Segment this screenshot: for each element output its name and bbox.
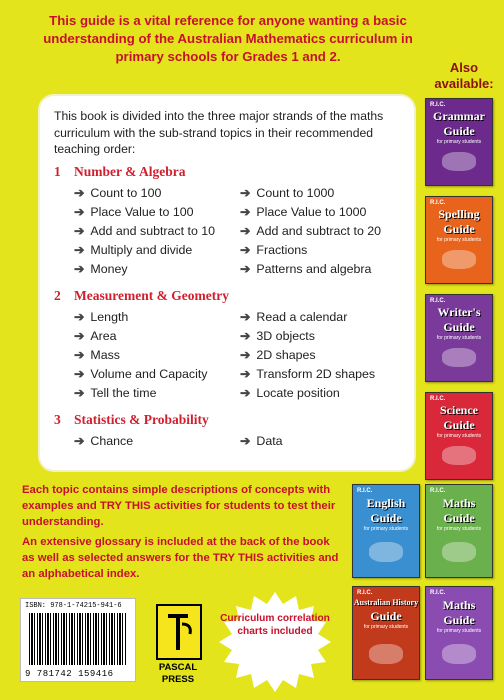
book-title-line2: Guide bbox=[443, 418, 475, 433]
arrow-icon: ➔ bbox=[74, 386, 85, 400]
arrow-icon: ➔ bbox=[240, 348, 251, 362]
list-item: ➔ Place Value to 1000 bbox=[240, 205, 367, 219]
arrow-icon: ➔ bbox=[74, 224, 85, 238]
book-brand: R.I.C. bbox=[430, 590, 446, 596]
arrow-icon: ➔ bbox=[240, 186, 251, 200]
arrow-icon: ➔ bbox=[74, 186, 85, 200]
book-subtitle: for primary students bbox=[436, 433, 482, 440]
book-brand: R.I.C. bbox=[430, 200, 446, 206]
arrow-icon: ➔ bbox=[74, 262, 85, 276]
strand-2-left-list bbox=[74, 308, 207, 403]
strand-3-right-list bbox=[240, 432, 283, 451]
list-item: ➔ Patterns and algebra bbox=[240, 262, 372, 276]
book-subtitle: for primary students bbox=[436, 237, 482, 244]
book-cover-grammar-guide bbox=[425, 98, 493, 186]
book-title-line1: Spelling bbox=[438, 207, 480, 222]
strand-title: Measurement & Geometry bbox=[74, 288, 229, 303]
starburst-icon bbox=[216, 590, 334, 694]
book-illustration bbox=[442, 446, 476, 465]
book-title-line1: Maths bbox=[442, 598, 476, 613]
book-illustration bbox=[442, 152, 476, 171]
book-cover-maths-guide-2 bbox=[425, 586, 493, 680]
publisher-name-line2: PRESS bbox=[161, 674, 195, 685]
list-item: ➔ Area bbox=[74, 329, 117, 343]
arrow-icon: ➔ bbox=[240, 224, 251, 238]
list-item: ➔ Mass bbox=[74, 348, 120, 362]
strand-title: Number & Algebra bbox=[74, 164, 186, 179]
arrow-icon: ➔ bbox=[240, 205, 251, 219]
list-item: ➔ Data bbox=[240, 434, 283, 448]
list-item: ➔ Length bbox=[74, 310, 129, 324]
strand-number: 3 bbox=[54, 412, 61, 427]
arrow-icon: ➔ bbox=[240, 310, 251, 324]
strand-2-right-list bbox=[240, 308, 375, 403]
book-subtitle: for primary students bbox=[436, 628, 482, 635]
list-item: ➔ Multiply and divide bbox=[74, 243, 193, 257]
barcode bbox=[20, 598, 136, 682]
contents-panel bbox=[40, 96, 414, 470]
arrow-icon: ➔ bbox=[240, 367, 251, 381]
isbn-text: ISBN: 978-1-74215-941-6 bbox=[25, 602, 122, 610]
arrow-icon: ➔ bbox=[240, 329, 251, 343]
list-item: ➔ Add and subtract to 10 bbox=[74, 224, 216, 238]
strand-1-right-list bbox=[240, 184, 381, 279]
arrow-icon: ➔ bbox=[74, 329, 85, 343]
curriculum-badge-text: Curriculum correlation charts included bbox=[220, 613, 330, 637]
strand-3-heading bbox=[54, 412, 209, 428]
book-title-line1: Science bbox=[440, 403, 478, 418]
list-item: ➔ Count to 100 bbox=[74, 186, 162, 200]
arrow-icon: ➔ bbox=[240, 243, 251, 257]
book-subtitle: for primary students bbox=[363, 624, 409, 631]
list-item: ➔ 3D objects bbox=[240, 329, 315, 343]
book-title-line2: Guide bbox=[443, 124, 475, 139]
list-item: ➔ Place Value to 100 bbox=[74, 205, 194, 219]
book-illustration bbox=[369, 644, 403, 664]
list-item: ➔ 2D shapes bbox=[240, 348, 316, 362]
list-item: ➔ Volume and Capacity bbox=[74, 367, 208, 381]
arrow-icon: ➔ bbox=[74, 348, 85, 362]
book-cover-maths-guide bbox=[425, 484, 493, 578]
book-title-line2: Guide bbox=[443, 320, 475, 335]
arrow-icon: ➔ bbox=[74, 205, 85, 219]
book-subtitle: for primary students bbox=[436, 335, 482, 342]
book-brand: R.I.C. bbox=[357, 488, 373, 494]
list-item: ➔ Read a calendar bbox=[240, 310, 348, 324]
list-item: ➔ Add and subtract to 20 bbox=[240, 224, 382, 238]
arrow-icon: ➔ bbox=[74, 243, 85, 257]
book-title-line1: English bbox=[366, 496, 406, 511]
book-illustration bbox=[442, 644, 476, 664]
book-title-line1: Grammar bbox=[433, 109, 485, 124]
arrow-icon: ➔ bbox=[240, 386, 251, 400]
book-cover-spelling-guide bbox=[425, 196, 493, 284]
description-paragraph-2: An extensive glossary is included at the back of the book as well as selected answers for the TRY THIS activities and an alphabetical index. bbox=[22, 536, 339, 580]
book-cover-writers-guide bbox=[425, 294, 493, 382]
list-item: ➔ Transform 2D shapes bbox=[240, 367, 376, 381]
arrow-icon: ➔ bbox=[240, 434, 251, 448]
also-available-heading: Also available: bbox=[434, 60, 494, 91]
book-subtitle: for primary students bbox=[436, 139, 482, 146]
ean-text: 9 781742 159416 bbox=[25, 669, 114, 679]
intro-text: This guide is a vital reference for anyone wanting a basic understanding of the Australian Mathematics curriculum in primary schools for Grades 1 and 2. bbox=[43, 13, 413, 64]
book-title-line2: Guide bbox=[443, 222, 475, 237]
book-brand: R.I.C. bbox=[430, 102, 446, 108]
list-item: ➔ Fractions bbox=[240, 243, 308, 257]
barcode-bars bbox=[29, 613, 127, 665]
book-subtitle: for primary students bbox=[436, 526, 482, 533]
book-cover-australian-history-guide bbox=[352, 586, 420, 680]
publisher-name-line1: PASCAL bbox=[158, 662, 198, 673]
arrow-icon: ➔ bbox=[74, 310, 85, 324]
book-title-line1: Maths bbox=[442, 496, 476, 511]
book-brand: R.I.C. bbox=[357, 590, 373, 596]
book-cover-english-guide bbox=[352, 484, 420, 578]
book-title-line2: Guide bbox=[370, 511, 402, 526]
book-brand: R.I.C. bbox=[430, 396, 446, 402]
curriculum-starburst bbox=[216, 590, 334, 694]
strand-title: Statistics & Probability bbox=[74, 412, 209, 427]
description-paragraph-1: Each topic contains simple descriptions of concepts with examples and TRY THIS activities for students to test their understanding. bbox=[22, 484, 336, 528]
arrow-icon: ➔ bbox=[74, 367, 85, 381]
book-illustration bbox=[442, 348, 476, 367]
book-title-line2: Guide bbox=[443, 613, 475, 628]
list-item: ➔ Chance bbox=[74, 434, 134, 448]
book-title-line1: Writer's bbox=[437, 305, 481, 320]
list-item: ➔ Count to 1000 bbox=[240, 186, 335, 200]
strand-number: 1 bbox=[54, 164, 61, 179]
strand-2-heading bbox=[54, 288, 229, 304]
strand-1-heading bbox=[54, 164, 186, 180]
publisher-logo bbox=[152, 604, 204, 688]
list-item: ➔ Tell the time bbox=[74, 386, 157, 400]
book-brand: R.I.C. bbox=[430, 488, 446, 494]
strand-1-left-list bbox=[74, 184, 215, 279]
book-illustration bbox=[442, 542, 476, 562]
book-cover-science-guide bbox=[425, 392, 493, 480]
book-title-line2: Guide bbox=[443, 511, 475, 526]
strand-3-left-list bbox=[74, 432, 133, 451]
book-title-line1: Australian History bbox=[353, 598, 419, 608]
list-item: ➔ Money bbox=[74, 262, 128, 276]
strand-number: 2 bbox=[54, 288, 61, 303]
list-item: ➔ Locate position bbox=[240, 386, 340, 400]
pascal-logo-icon bbox=[156, 604, 202, 660]
book-subtitle: for primary students bbox=[363, 526, 409, 533]
book-title-line2: Guide bbox=[370, 609, 402, 624]
book-brand: R.I.C. bbox=[430, 298, 446, 304]
book-illustration bbox=[442, 250, 476, 269]
arrow-icon: ➔ bbox=[74, 434, 85, 448]
book-illustration bbox=[369, 542, 403, 562]
panel-intro: This book is divided into the three major strands of the maths curriculum with the sub-strand topics in their recommended teaching order: bbox=[54, 109, 384, 156]
arrow-icon: ➔ bbox=[240, 262, 251, 276]
